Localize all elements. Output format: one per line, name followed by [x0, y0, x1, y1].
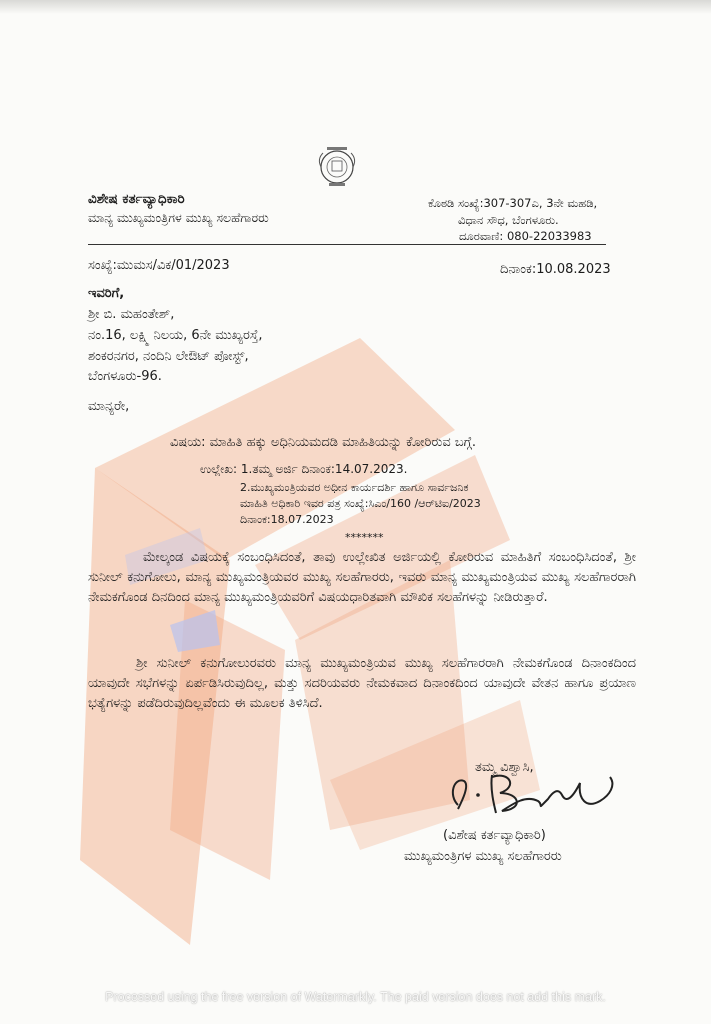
signatory-designation: (ವಿಶೇಷ ಕರ್ತವ್ಯಾಧಿಕಾರಿ) [443, 828, 546, 843]
scan-edge [0, 0, 711, 14]
phone-number: ದೂರವಾಣಿ: 080-22033983 [459, 229, 592, 243]
body-paragraph-2: ಶ್ರೀ ಸುನೀಲ್ ಕನುಗೋಲುರವರು ಮಾನ್ಯ ಮುಖ್ಯಮಂತ್ರಿಯವ ಮುಖ್ಯ ಸಲಹೆಗಾರರಾಗಿ ನೇಮಕಗೊಂಡ ದಿನಾಂಕದಿಂದ ಯಾವುದೇ ಸಭೆಗಳನ್ನು ಏರ್ಪಡಿಸಿರುವುದಿಲ್ಲ, ಮತ್ತು ಸದರಿಯವರು ನೇಮಕವಾದ ದಿನಾಂಕದಿಂದ ಯಾವುದೇ ವೇತನ ಹಾಗೂ ಪ್ರಯಾಣ ಭತ್ಯೆಗಳನ್ನು ಪಡೆದಿರುವುದಿಲ್ಲವೆಂದು ಈ ಮೂಲಕ ತಿಳಿಸಿದೆ. [88, 656, 636, 711]
header-divider [88, 244, 606, 245]
closing-yours: ತಮ್ಮ ವಿಶ್ವಾಸಿ, [475, 760, 534, 775]
handwritten-signature [440, 765, 640, 825]
recipient-to: ಇವರಿಗೆ, [88, 286, 125, 301]
reference-separator: ******* [345, 531, 384, 544]
recipient-name: ಶ್ರೀ ಬಿ. ಮಹಂತೇಶ್, [88, 307, 175, 322]
recipient-address-3: ಬೆಂಗಳೂರು-96. [88, 369, 162, 384]
reference-1: ಉಲ್ಲೇಖ: 1.ತಮ್ಮ ಅರ್ಜಿ ದಿನಾಂಕ:14.07.2023. [200, 462, 408, 476]
address-line-2: ವಿಧಾನ ಸೌಧ, ಬೆಂಗಳೂರು. [458, 213, 559, 227]
recipient-address-2: ಶಂಕರನಗರ, ನಂದಿನಿ ಲೇಔಟ್ ಪೋಸ್ಟ್, [88, 349, 249, 364]
karnataka-state-emblem-icon [313, 145, 361, 189]
recipient-address-1: ನಂ.16, ಲಕ್ಷ್ಮಿ ನಿಲಯ, 6ನೇ ಮುಖ್ಯರಸ್ತೆ, [88, 328, 263, 343]
body-paragraph-1: ಮೇಲ್ಕಂಡ ವಿಷಯಕ್ಕೆ ಸಂಬಂಧಿಸಿದಂತೆ, ತಾವು ಉಲ್ಲೇಖಿತ ಅರ್ಜಿಯಲ್ಲಿ ಕೋರಿರುವ ಮಾಹಿತಿಗೆ ಸಂಬಂಧಿಸಿದಂತೆ, ಶ್ರೀ ಸುನೀಲ್ ಕನುಗೋಲು, ಮಾನ್ಯ ಮುಖ್ಯಮಂತ್ರಿಯವರ ಮುಖ್ಯ ಸಲಹೆಗಾರರು, ಇವರು ಮಾನ್ಯ ಮುಖ್ಯಮಂತ್ರಿಯವ ಮುಖ್ಯ ಸಲಹೆಗಾರರಾಗಿ ನೇಮಕಗೊಂಡ ದಿನದಿಂದ ಮಾನ್ಯ ಮುಖ್ಯಮಂತ್ರಿಯವರಿಗೆ ವಿಷಯಧಾರಿತವಾಗಿ ಮೌಖಿಕ ಸಲಹೆಗಳನ್ನು ನೀಡಿರುತ್ತಾರೆ. [88, 550, 636, 605]
reference-2-line-3: ದಿನಾಂಕ:18.07.2023 [240, 513, 334, 526]
office-title: ವಿಶೇಷ ಕರ್ತವ್ಯಾಧಿಕಾರಿ [88, 191, 185, 207]
salutation: ಮಾನ್ಯರೇ, [88, 399, 130, 414]
reference-number: ಸಂಖ್ಯೆ:ಮುಮಸ/ವಿಕ/01/2023 [88, 258, 230, 273]
address-line-1: ಕೊಠಡಿ ಸಂಖ್ಯೆ:307-307ಎ, 3ನೇ ಮಹಡಿ, [428, 196, 598, 210]
reference-2-line-2: ಮಾಹಿತಿ ಅಧಿಕಾರಿ ಇವರ ಪತ್ರ ಸಂಖ್ಯೆ:ಸಿಎಂ/160 /ಆರ್‌ಟಿಐ/2023 [240, 497, 481, 510]
reference-2-line-1: 2.ಮುಖ್ಯಮಂತ್ರಿಯವರ ಅಧೀನ ಕಾರ್ಯದರ್ಶಿ ಹಾಗೂ ಸಾರ್ವಜನಿಕ [240, 481, 469, 494]
subject-line: ವಿಷಯ: ಮಾಹಿತಿ ಹಕ್ಕು ಅಧಿನಿಯಮದಡಿ ಮಾಹಿತಿಯನ್ನು ಕೋರಿರುವ ಬಗ್ಗೆ. [170, 435, 477, 450]
office-subtitle: ಮಾನ್ಯ ಮುಖ್ಯಮಂತ್ರಿಗಳ ಮುಖ್ಯ ಸಲಹೆಗಾರರು [88, 210, 269, 225]
signatory-office: ಮುಖ್ಯಮಂತ್ರಿಗಳ ಮುಖ್ಯ ಸಲಹೆಗಾರರು [404, 849, 562, 864]
letter-date: ದಿನಾಂಕ:10.08.2023 [500, 262, 611, 277]
watermark-footer-text: Processed using the free version of Watermarkly. The paid version does not add this mark. [105, 990, 606, 1004]
